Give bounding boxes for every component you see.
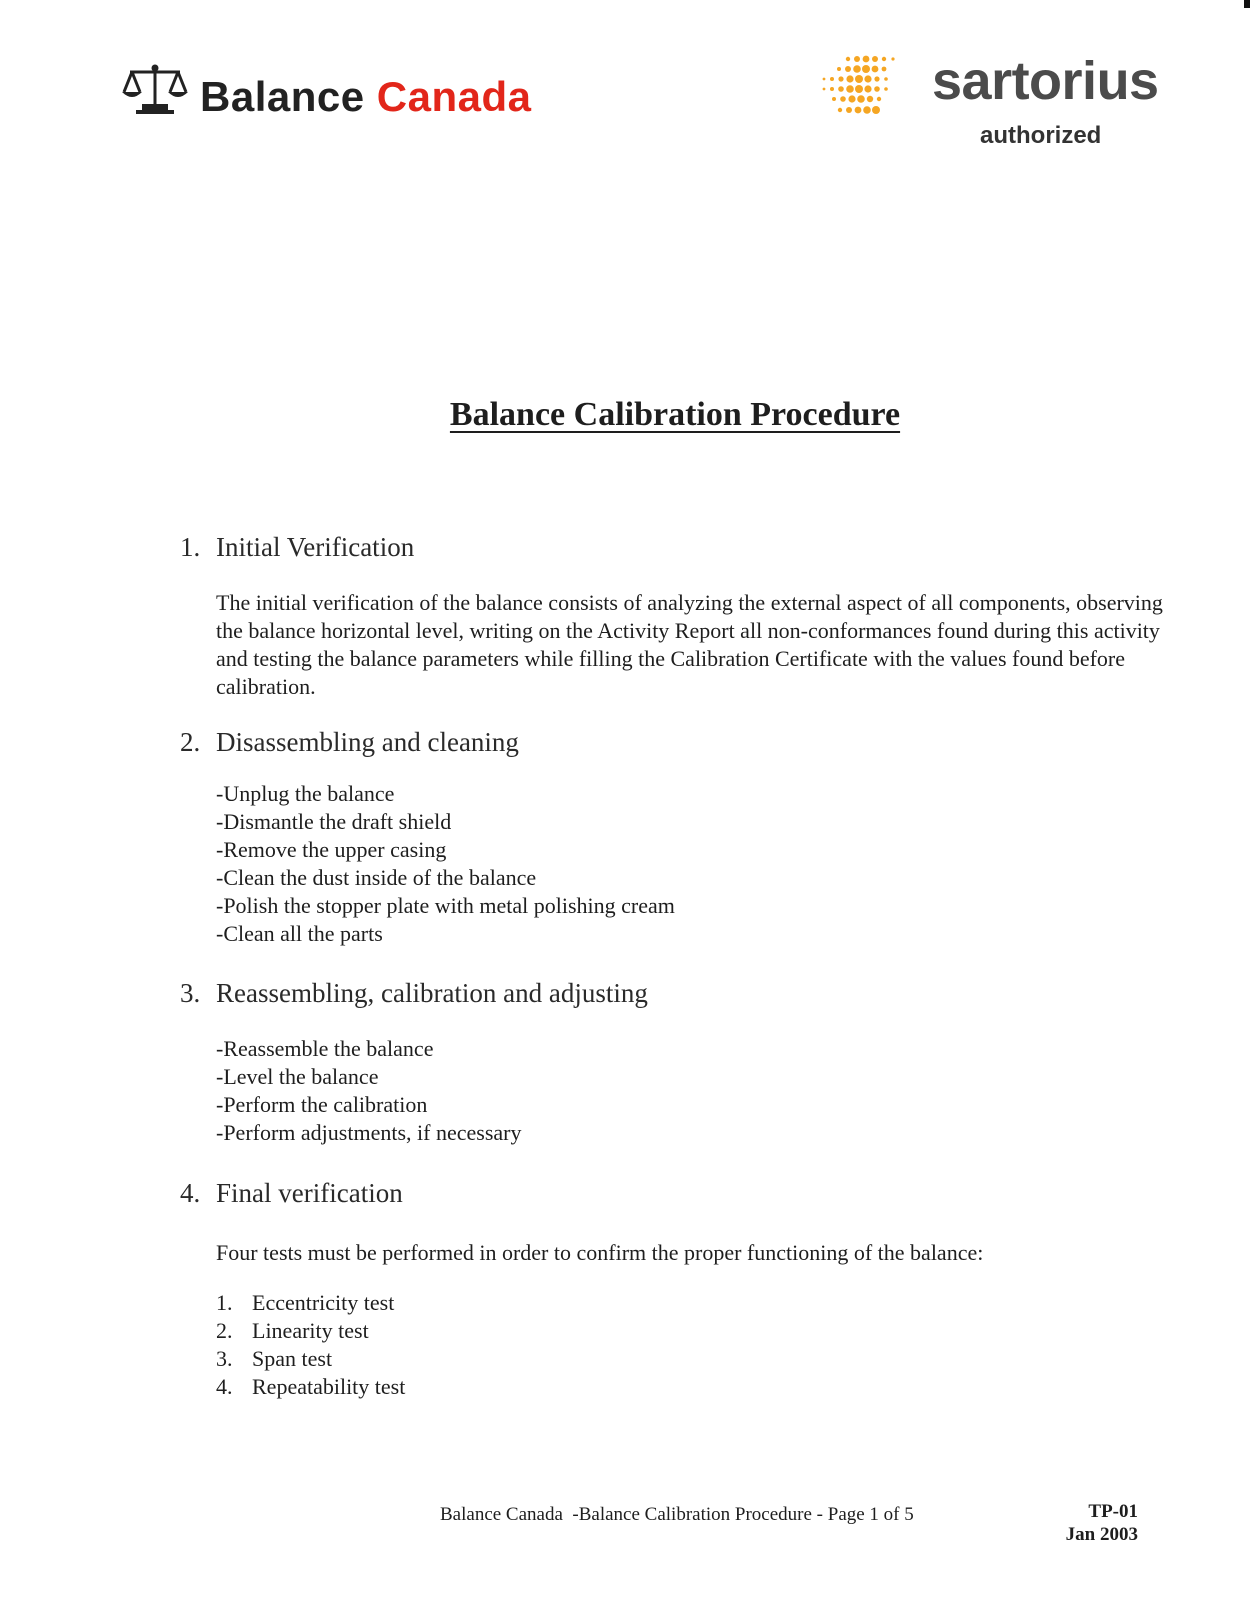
step-item: -Clean all the parts	[216, 921, 383, 946]
list-item	[216, 1345, 1180, 1373]
step-item: -Clean the dust inside of the balance	[216, 865, 537, 890]
list-item	[216, 1289, 1180, 1317]
test-number: 1.	[216, 1290, 233, 1315]
section-body	[216, 589, 1180, 701]
test-list	[216, 1289, 1180, 1401]
test-number: 4.	[216, 1374, 233, 1399]
section-final-verification	[180, 1178, 1180, 1401]
step-item: -Level the balance	[216, 1064, 379, 1089]
section-number: 1.	[180, 532, 201, 562]
section-title: Initial Verification	[216, 532, 415, 562]
section-disassembling-cleaning	[180, 727, 1180, 948]
section-title: Final verification	[216, 1178, 403, 1208]
section-number: 2.	[180, 727, 201, 757]
step-item: -Dismantle the draft shield	[216, 809, 452, 834]
section-paragraph: The initial verification of the balance consists of analyzing the external aspect of all components, observing the balance horizontal level, writing on the Activity Report all non-conformances found during this activity and testing the balance parameters while filling the Calibration Certificate with the values found before calibration.	[216, 590, 1163, 699]
balance-canada-logo	[120, 62, 531, 118]
section-heading	[180, 532, 1180, 563]
brand-word-canada: Canada	[376, 73, 532, 120]
test-label: Repeatability test	[252, 1374, 406, 1399]
scale-icon	[120, 62, 190, 114]
step-item: -Remove the upper casing	[216, 837, 447, 862]
brand-word-balance: Balance	[200, 73, 365, 120]
test-label: Eccentricity test	[252, 1290, 395, 1315]
section-paragraph: Four tests must be performed in order to confirm the proper functioning of the balance:	[216, 1240, 984, 1265]
section-heading	[180, 727, 1180, 758]
step-item: -Unplug the balance	[216, 781, 395, 806]
section-heading	[180, 978, 1180, 1009]
section-initial-verification	[180, 532, 1180, 701]
step-item: -Perform adjustments, if necessary	[216, 1120, 522, 1145]
section-body	[216, 1239, 1180, 1401]
sartorius-name: sartorius	[932, 51, 1159, 111]
sartorius-dots-icon	[818, 54, 900, 116]
test-label: Span test	[252, 1346, 333, 1371]
footer-doc-info	[1066, 1500, 1138, 1546]
section-number: 3.	[180, 978, 201, 1008]
section-reassembling-calibration	[180, 978, 1180, 1147]
step-item: -Reassemble the balance	[216, 1036, 434, 1061]
section-title: Reassembling, calibration and adjusting	[216, 978, 648, 1008]
footer-page-info: Balance Canada -Balance Calibration Procedure - Page 1 of 5	[440, 1504, 914, 1525]
section-number: 4.	[180, 1178, 201, 1208]
section-steps	[216, 1035, 1180, 1147]
footer-date: Jan 2003	[1065, 1524, 1138, 1545]
document-title: Balance Calibration Procedure	[449, 396, 901, 433]
footer-doc-id: TP-01	[1088, 1501, 1138, 1522]
test-label: Linearity test	[252, 1318, 369, 1343]
test-number: 3.	[216, 1346, 233, 1371]
test-number: 2.	[216, 1318, 233, 1343]
section-steps	[216, 780, 1180, 948]
step-item: -Polish the stopper plate with metal polishing cream	[216, 893, 675, 918]
section-title: Disassembling and cleaning	[216, 727, 519, 757]
authorized-tagline: authorized	[980, 122, 1102, 149]
list-item	[216, 1373, 1180, 1401]
brand-name	[200, 73, 532, 120]
step-item: -Perform the calibration	[216, 1092, 428, 1117]
list-item	[216, 1317, 1180, 1345]
sartorius-logo	[818, 50, 1158, 160]
page-edge-mark	[1244, 0, 1250, 8]
section-heading	[180, 1178, 1180, 1209]
